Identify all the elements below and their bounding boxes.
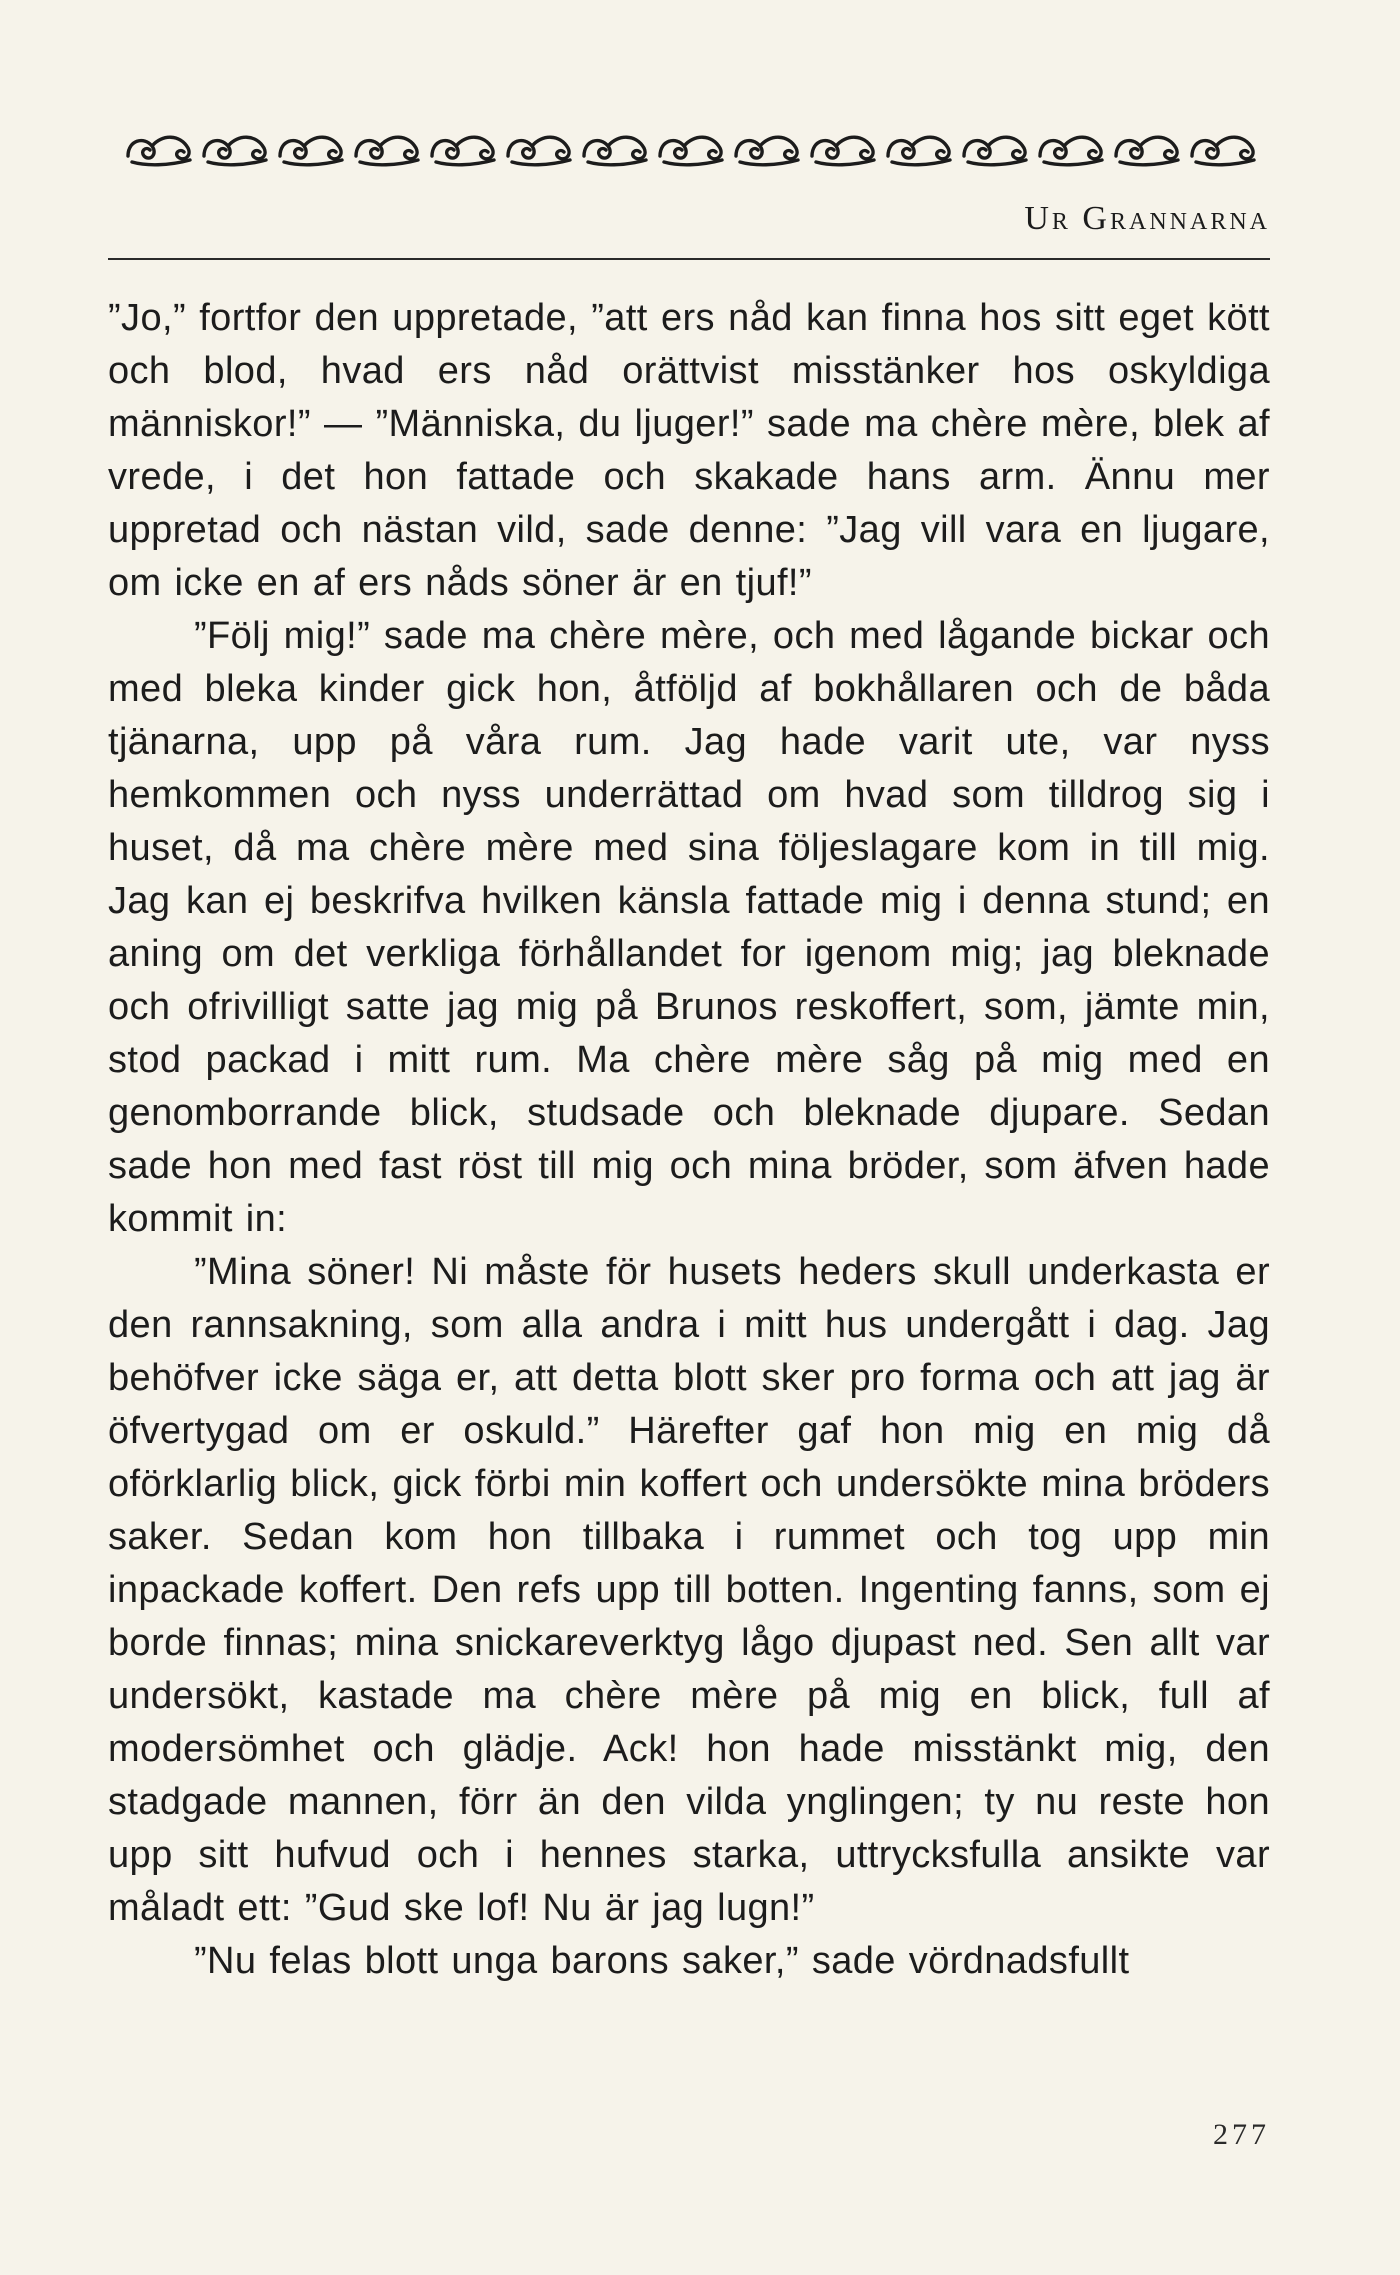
ornament-scroll (128, 137, 190, 165)
paragraph-3: ”Mina söner! Ni måste för husets heders skull underkasta er den rannsakning, som alla andra i mitt hus undergått i dag. Jag behöfver icke säga er, att detta blott sker pro forma och att jag är öfvertygad om er oskuld.” Härefter gaf hon mig en mig då oförklarlig blick, gick förbi min koffert och undersökte mina bröders saker. Sedan kom hon tillbaka i rummet och tog upp min inpackade koffert. Den refs upp till botten. Ingenting fanns, som ej borde finnas; mina snickareverktyg lågo djupast ned. Sen allt var undersökt, kastade ma chère mère på mig en blick, full af modersömhet och glädje. Ack! hon hade misstänkt mig, den stadgade mannen, förr än den vilda ynglingen; ty nu reste hon upp sitt hufvud och i hennes starka, uttrycksfulla ansikte var måladt ett: ”Gud ske lof! Nu är jag lugn!” (108, 1251, 1270, 1929)
ornament-scroll (888, 137, 950, 165)
paragraph-4: ”Nu felas blott unga barons saker,” sade vördnadsfullt (194, 1940, 1130, 1982)
paragraph-1: ”Jo,” fortfor den uppretade, ”att ers nåd kan finna hos sitt eget kött och blod, hvad ers nåd orättvist misstänker hos oskyldiga människor!” — ”Människa, du ljuger!” sade ma chère mère, blek af vrede, i det hon fattade och skakade hans arm. Ännu mer uppretad och nästan vild, sade denne: ”Jag vill vara en ljugare, om icke en af ers nåds söner är en tjuf!” (108, 297, 1270, 604)
ornament-scroll (1040, 137, 1102, 165)
ornament-scroll (280, 137, 342, 165)
paragraph-2: ”Följ mig!” sade ma chère mère, och med lågande bickar och med bleka kinder gick hon, åtföljd af bokhållaren och de båda tjänarna, upp på våra rum. Jag hade varit ute, var nyss hemkommen och nyss underrättad om hvad som tilldrog sig i huset, då ma chère mère med sina följeslagare kom in till mig. Jag kan ej beskrifva hvilken känsla fattade mig i denna stund; en aning om det verkliga förhållandet for igenom mig; jag bleknade och ofrivilligt satte jag mig på Brunos reskoffert, som, jämte min, stod packad i mitt rum. Ma chère mère såg på mig med en genomborrande blick, studsade och bleknade djupare. Sedan sade hon med fast röst till mig och mina bröder, som äfven hade kommit in: (108, 615, 1270, 1240)
ornament-scroll (660, 137, 722, 165)
ornament-scroll (584, 137, 646, 165)
body-text (108, 292, 1270, 1988)
header-rule (108, 258, 1270, 260)
ornament-scroll (1116, 137, 1178, 165)
ornament-scroll (356, 137, 418, 165)
ornament-scroll (736, 137, 798, 165)
ornament-scroll (508, 137, 570, 165)
ornament-scroll (204, 137, 266, 165)
page-number: 277 (1213, 2118, 1270, 2151)
ornament-scroll (1192, 137, 1254, 165)
ornament-scroll (432, 137, 494, 165)
ornament-scroll (812, 137, 874, 165)
running-head: Ur Grannarna (1024, 200, 1270, 237)
ornament-scroll (964, 137, 1026, 165)
decorative-ornament-band (122, 126, 1272, 170)
